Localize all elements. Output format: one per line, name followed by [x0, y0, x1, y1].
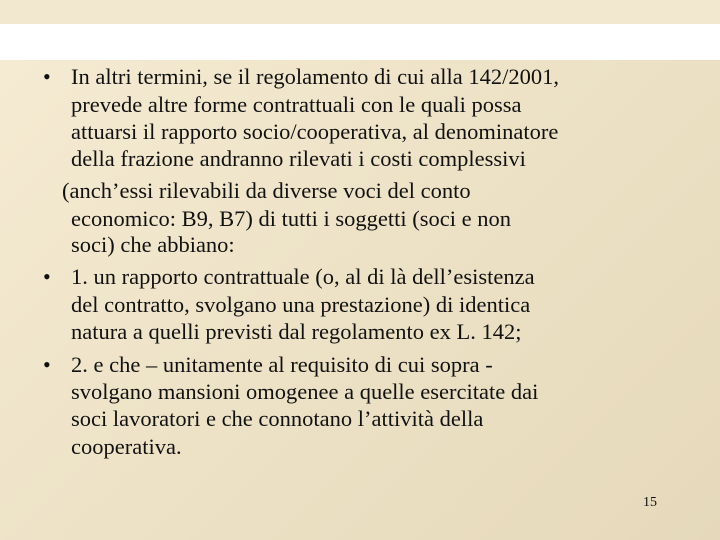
text-line: 2. e che – unitamente al requisito di cui sopra -	[71, 352, 493, 377]
text-line: attuarsi il rapporto socio/cooperativa, al denominatore	[71, 119, 559, 144]
text-line: prevede altre forme contrattuali con le quali possa	[71, 92, 522, 117]
bullet-marker: •	[43, 64, 51, 89]
page-number: 15	[643, 495, 657, 510]
text-line: In altri termini, se il regolamento di cui alla 142/2001,	[71, 64, 560, 89]
text-line: del contratto, svolgano una prestazione) di identica	[71, 292, 531, 317]
bullet-marker: •	[43, 352, 51, 377]
slide-body	[0, 60, 720, 480]
text-line: economico: B9, B7) di tutti i soggetti (soci e non	[71, 206, 511, 231]
title-band	[0, 24, 720, 60]
text-line: cooperativa.	[71, 434, 182, 459]
top-band	[0, 0, 720, 24]
bullet-marker: •	[43, 264, 51, 289]
text-line: della frazione andranno rilevati i costi complessivi	[71, 146, 526, 171]
text-line: natura a quelli previsti dal regolamento ex L. 142;	[71, 319, 522, 344]
text-line: soci lavoratori e che connotano l’attività della	[71, 406, 484, 431]
text-line: svolgano mansioni omogenee a quelle esercitate dai	[71, 379, 539, 404]
text-line: 1. un rapporto contrattuale (o, al di là dell’esistenza	[71, 264, 535, 289]
text-line: soci) che abbiano:	[71, 232, 235, 257]
text-line: (anch’essi rilevabili da diverse voci del conto	[62, 178, 471, 203]
